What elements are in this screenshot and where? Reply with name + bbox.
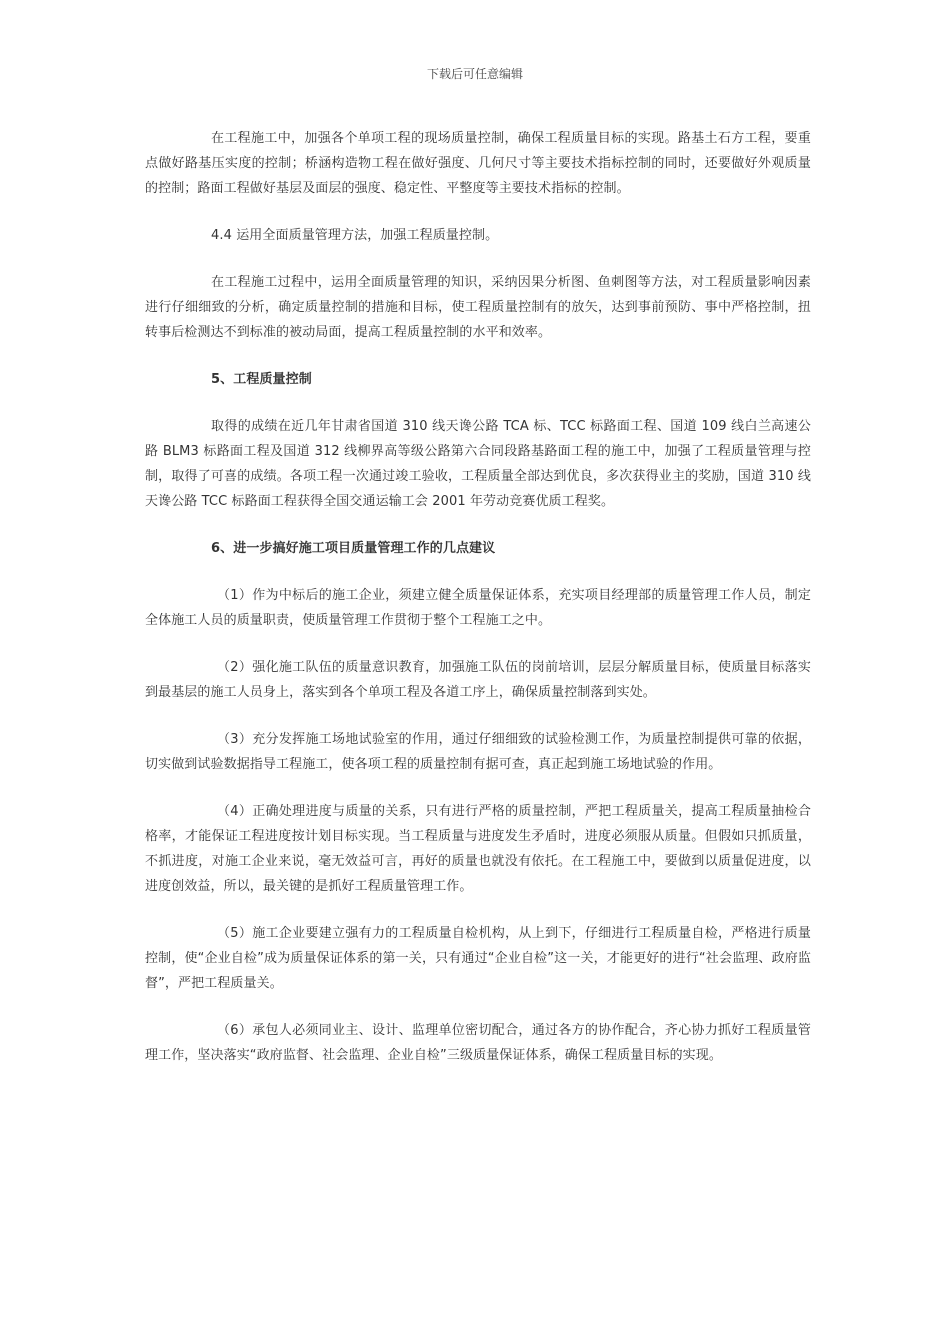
page-header: 下载后可任意编辑 xyxy=(426,67,523,81)
suggestion-4: （4）正确处理进度与质量的关系，只有进行严格的质量控制，严把工程质量关，提高工程质量抽检合格率，才能保证工程进度按计划目标实现。当工程质量与进度发生矛盾时，进度必须服从质量。但假如只抓质量，不抓进度，对施工企业来说，毫无效益可言，再好的质量也就没有依托。在工程施工中，要做到以质量促进度，以进度创效益，所以，最关键的是抓好工程质量管理工作。 xyxy=(145,804,811,894)
suggestion-2: （2）强化施工队伍的质量意识教育，加强施工队伍的岗前培训，层层分解质量目标，使质量目标落实到最基层的施工人员身上，落实到各个单项工程及各道工序上，确保质量控制落到实处。 xyxy=(145,660,811,700)
suggestion-5: （5）施工企业要建立强有力的工程质量自检机构，从上到下，仔细进行工程质量自检，严格进行质量控制，使“企业自检”成为质量保证体系的第一关，只有通过“企业自检”这一关，才能更好的进行“社会监理、政府监督”，严把工程质量关。 xyxy=(145,926,811,991)
suggestion-1: （1）作为中标后的施工企业，须建立健全质量保证体系，充实项目经理部的质量管理工作人员，制定全体施工人员的质量职责，使质量管理工作贯彻于整个工程施工之中。 xyxy=(145,588,811,628)
paragraph-achievements: 取得的成绩在近几年甘肃省国道 310 线天谗公路 TCA 标、TCC 标路面工程、国道 109 线白兰高速公路 BLM3 标路面工程及国道 312 线柳界高等级公路第六合同段路基路面工程的施工中，加强了工程质量管理与控制，取得了可喜的成绩。各项工程一次通过竣工验收，工程质量全部达到优良，多次获得业主的奖励，国道 310 线天谗公路 TCC 标路面工程获得全国交通运输工会 2001 年劳动竞赛优质工程奖。 xyxy=(145,419,811,509)
paragraph-site-quality-control: 在工程施工中，加强各个单项工程的现场质量控制，确保工程质量目标的实现。路基土石方工程，要重点做好路基压实度的控制；桥涵构造物工程在做好强度、几何尺寸等主要技术指标控制的同时，还要做好外观质量的控制；路面工程做好基层及面层的强度、稳定性、平整度等主要技术指标的控制。 xyxy=(145,131,811,196)
section-5-heading: 5、工程质量控制 xyxy=(211,372,312,387)
suggestion-6: （6）承包人必须同业主、设计、监理单位密切配合，通过各方的协作配合，齐心协力抓好工程质量管理工作，坚决落实“政府监督、社会监理、企业自检”三级质量保证体系，确保工程质量目标的实现。 xyxy=(145,1023,811,1063)
paragraph-tqm-method: 在工程施工过程中，运用全面质量管理的知识，采纳因果分析图、鱼刺图等方法，对工程质量影响因素进行仔细细致的分析，确定质量控制的措施和目标，使工程质量控制有的放矢，达到事前预防、事中严格控制，扭转事后检测达不到标准的被动局面，提高工程质量控制的水平和效率。 xyxy=(145,275,811,340)
suggestion-3: （3）充分发挥施工场地试验室的作用，通过仔细细致的试验检测工作，为质量控制提供可靠的依据，切实做到试验数据指导工程施工，使各项工程的质量控制有据可查，真正起到施工场地试验的作用。 xyxy=(145,732,811,772)
section-6-heading: 6、进一步搞好施工项目质量管理工作的几点建议 xyxy=(211,541,496,556)
section-4-4-title: 4.4 运用全面质量管理方法，加强工程质量控制。 xyxy=(211,228,499,243)
document-body xyxy=(145,126,811,1090)
